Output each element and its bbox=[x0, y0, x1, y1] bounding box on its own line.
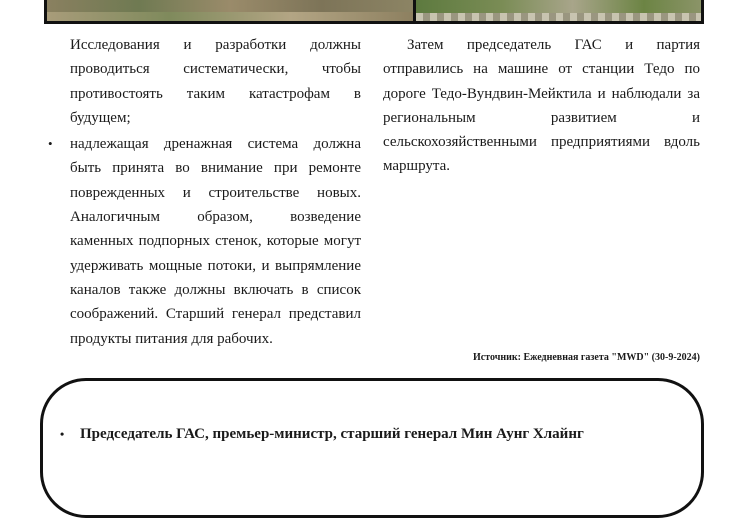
left-paragraph-1: Исследования и разработки должны проводиться систематически, чтобы противостоять таким катастрофам в будущем; bbox=[70, 37, 361, 126]
bullet-icon: • bbox=[48, 136, 53, 152]
bullet-icon: • bbox=[60, 427, 65, 441]
right-column bbox=[383, 33, 700, 179]
box-bullet bbox=[60, 426, 584, 443]
info-box bbox=[40, 378, 704, 518]
photo-right bbox=[416, 0, 701, 21]
photo-strip bbox=[44, 0, 704, 24]
source-line: Источник: Ежедневная газета "MWD" (30-9-2024) bbox=[472, 352, 700, 363]
left-bullet-list bbox=[48, 132, 361, 351]
box-bullet-text: Председатель ГАС, премьер-министр, старший генерал Мин Аунг Хлайнг bbox=[80, 426, 584, 442]
bullet-text: надлежащая дренажная система должна быть принята во внимание при ремонте поврежденных и строительстве новых. Аналогичным образом, возведение каменных подпорных стенок, которые могут удерживать мощные потоки, и выпрямление каналов также должны включать в список соображений. Старший генерал представил продукты питания для рабочих. bbox=[70, 136, 361, 347]
list-item bbox=[48, 132, 361, 351]
left-column bbox=[48, 33, 361, 351]
right-paragraph-1: Затем председатель ГАС и партия отправились на машине от станции Тедо по дороге Тедо-Вундвин-Мейктила и наблюдали за региональным развитием и сельскохозяйственными предприятиями вдоль маршрута. bbox=[383, 37, 700, 175]
photo-left bbox=[47, 0, 416, 21]
